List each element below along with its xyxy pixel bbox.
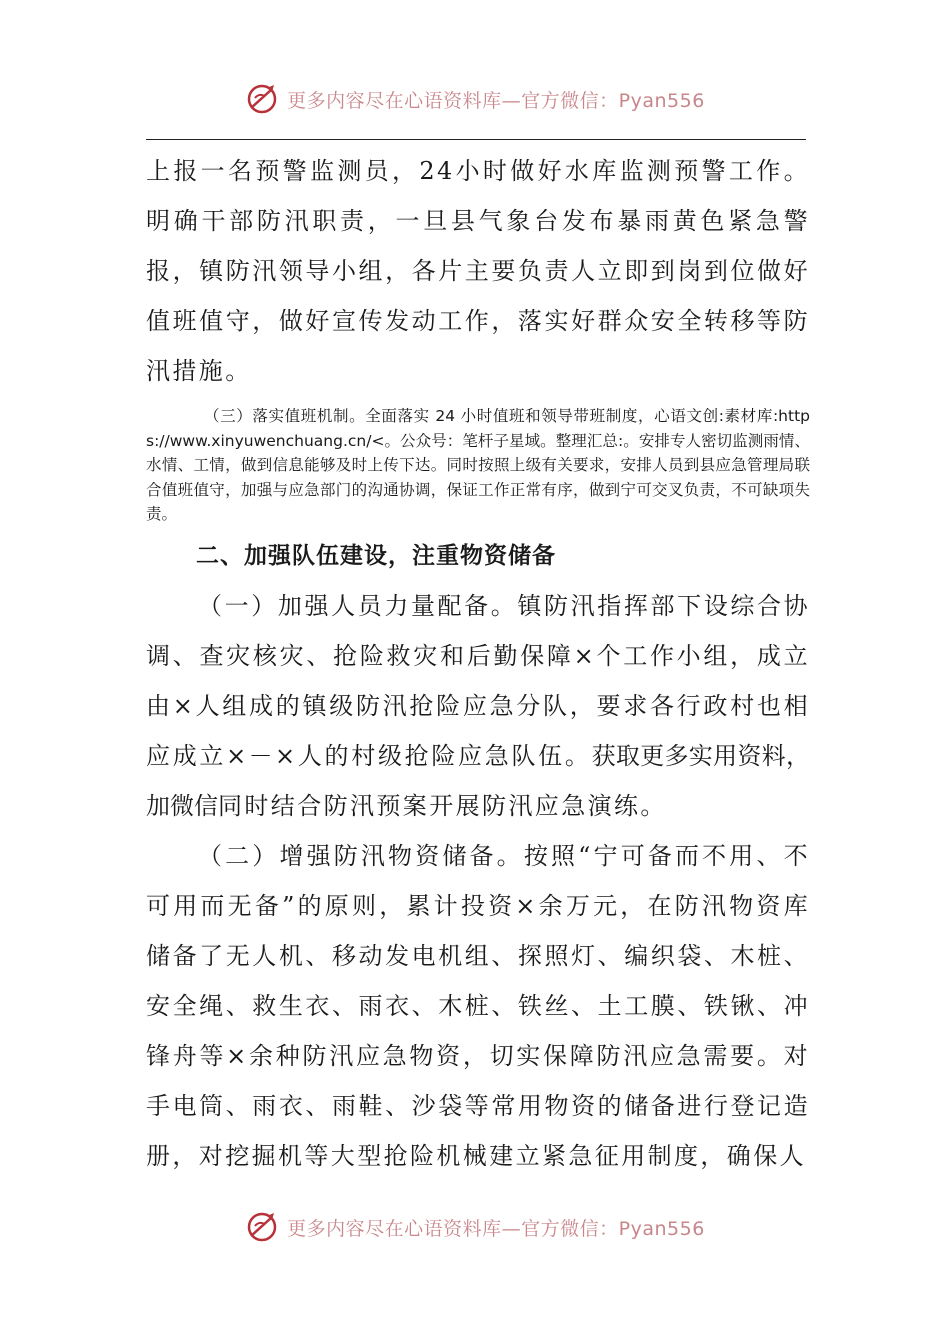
wechat-ad-text: 获取更多实用资料，加微信: [146, 741, 810, 820]
xinyu-logo-icon: [245, 1210, 279, 1244]
document-body: [146, 146, 810, 1181]
paragraph-4: （二）增强防汛物资储备。按照“宁可备而不用、不可用而无备”的原则，累计投资×余万元，在防汛物资库储备了无人机、移动发电机组、探照灯、编织袋、木桩、安全绳、救生衣、雨衣、木桩、铁丝、土工膜、铁锹、冲锋舟等×余种防汛应急物资，切实保障防汛应急需要。对手电筒、雨衣、雨鞋、沙袋等常用物资的储备进行登记造册，对挖掘机等大型抢险机械建立紧急征用制度，确保人: [146, 841, 810, 1170]
footer-banner: [0, 1210, 950, 1244]
paragraph-1: 上报一名预警监测员，24小时做好水库监测预警工作。明确干部防汛职责，一旦县气象台发布暴雨黄色紧急警报，镇防汛领导小组，各片主要负责人立即到岗到位做好值班值守，做好宣传发动工作，落实好群众安全转移等防汛措施。: [146, 157, 810, 385]
xinyu-logo-icon: [245, 82, 279, 116]
wechat-id: Pyan556: [618, 89, 705, 112]
paragraph-2: （三）落实值班机制。全面落实 24 小时值班和领导带班制度，心语文创:素材库:https://www.xinyuwenchuang.cn/<。公众号：笔杆子星域。整理汇总:。安排专人密切监测雨情、水情、工情，做到信息能够及时上传下达。同时按照上级有关要求，安排人员到县应急管理局联合值班值守，加强与应急部门的沟通协调，保证工作正常有序，做到宁可交叉负责，不可缺项失责。: [146, 407, 810, 523]
header-rule: [146, 139, 806, 140]
banner-text: 更多内容尽在心语资料库—官方微信：Pyan556: [287, 1217, 705, 1240]
section-heading: 二、加强队伍建设，注重物资储备: [196, 542, 556, 569]
wechat-id: Pyan556: [618, 1217, 705, 1240]
header-banner: [0, 82, 950, 116]
paragraph-3: （一）加强人员力量配备。镇防汛指挥部下设综合协调、查灾核灾、抢险救灾和后勤保障×个工作小组，成立由×人组成的镇级防汛抢险应急分队，要求各行政村也相应成立×－×人的村级抢险应急队伍。获取更多实用资料，加微信同时结合防汛预案开展防汛应急演练。: [146, 591, 810, 820]
banner-text: 更多内容尽在心语资料库—官方微信：Pyan556: [287, 89, 705, 112]
